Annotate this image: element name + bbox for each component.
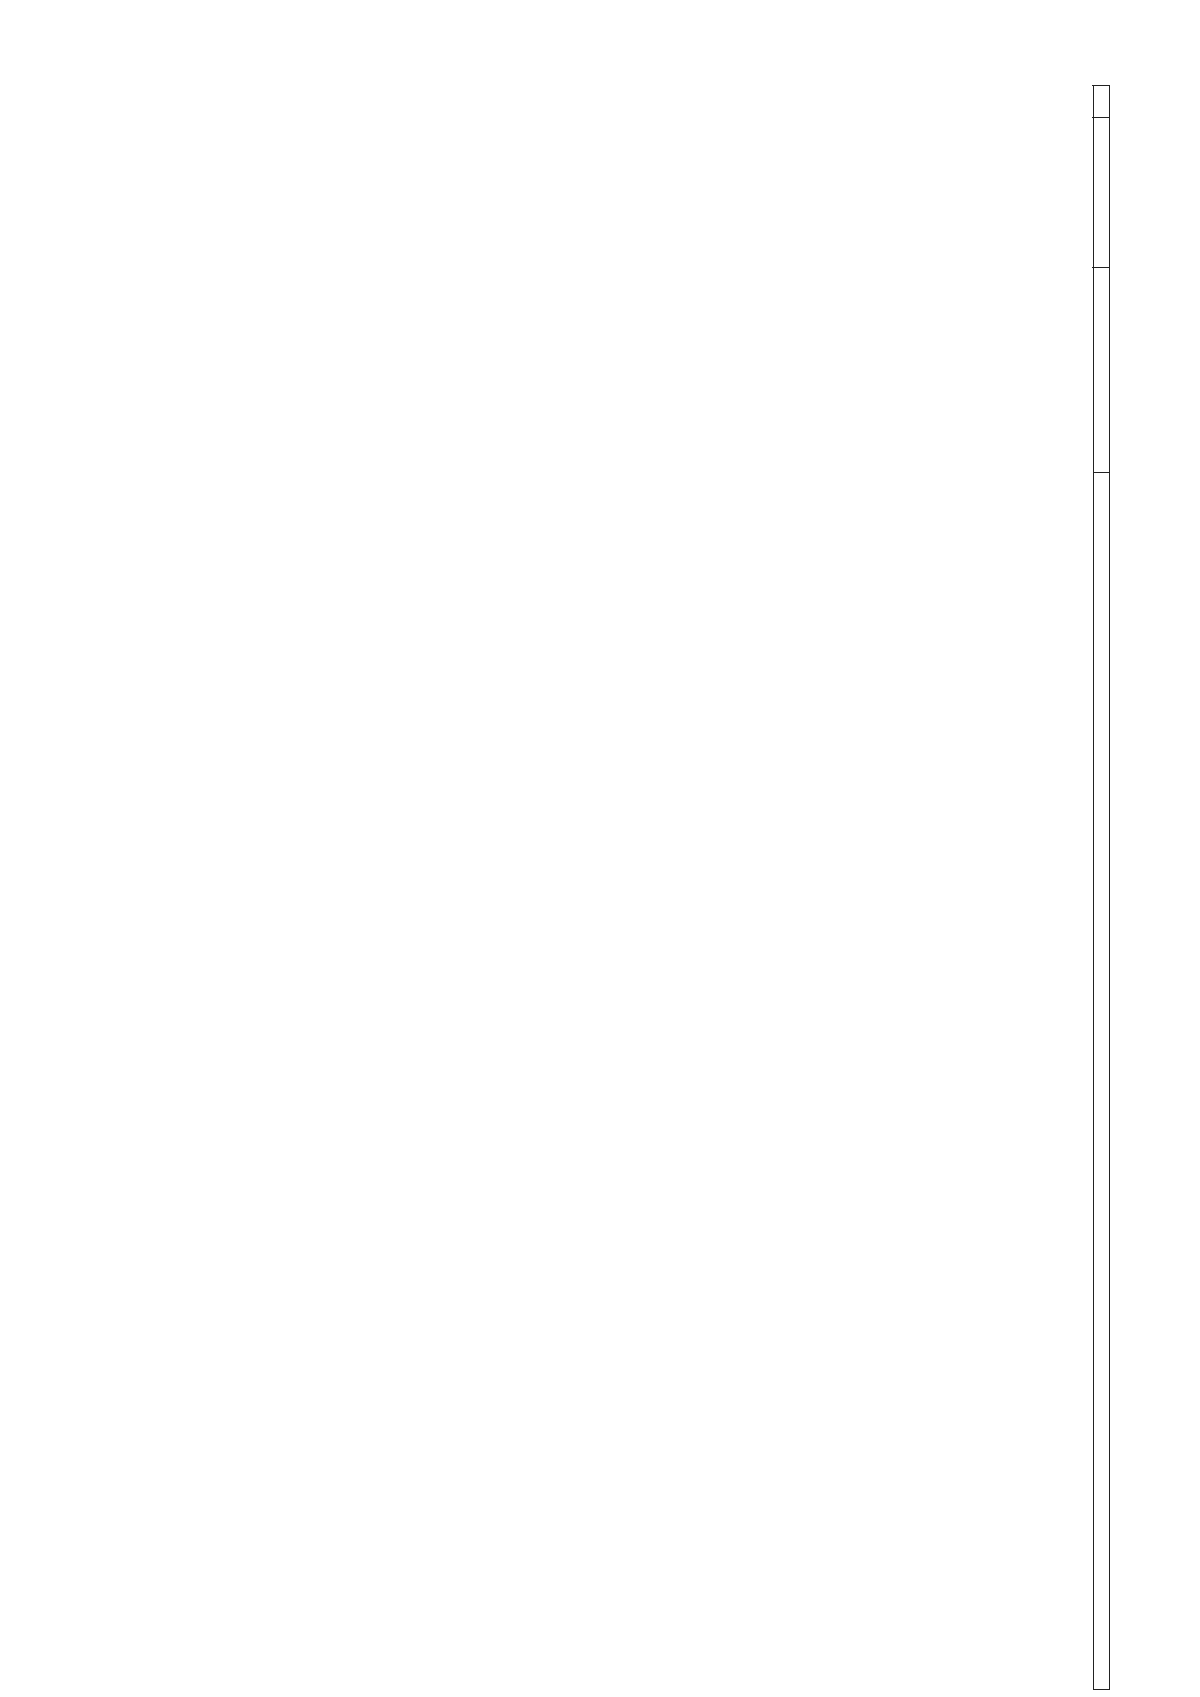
header-planned-period — [1094, 473, 1110, 1690]
table-body — [91, 86, 1094, 1690]
header-address — [1094, 268, 1110, 473]
capital-repair-schedule-table — [90, 85, 1110, 1690]
header-municipality — [1094, 118, 1110, 268]
rotated-table-container — [90, 85, 1110, 1690]
header-number — [1094, 86, 1110, 118]
